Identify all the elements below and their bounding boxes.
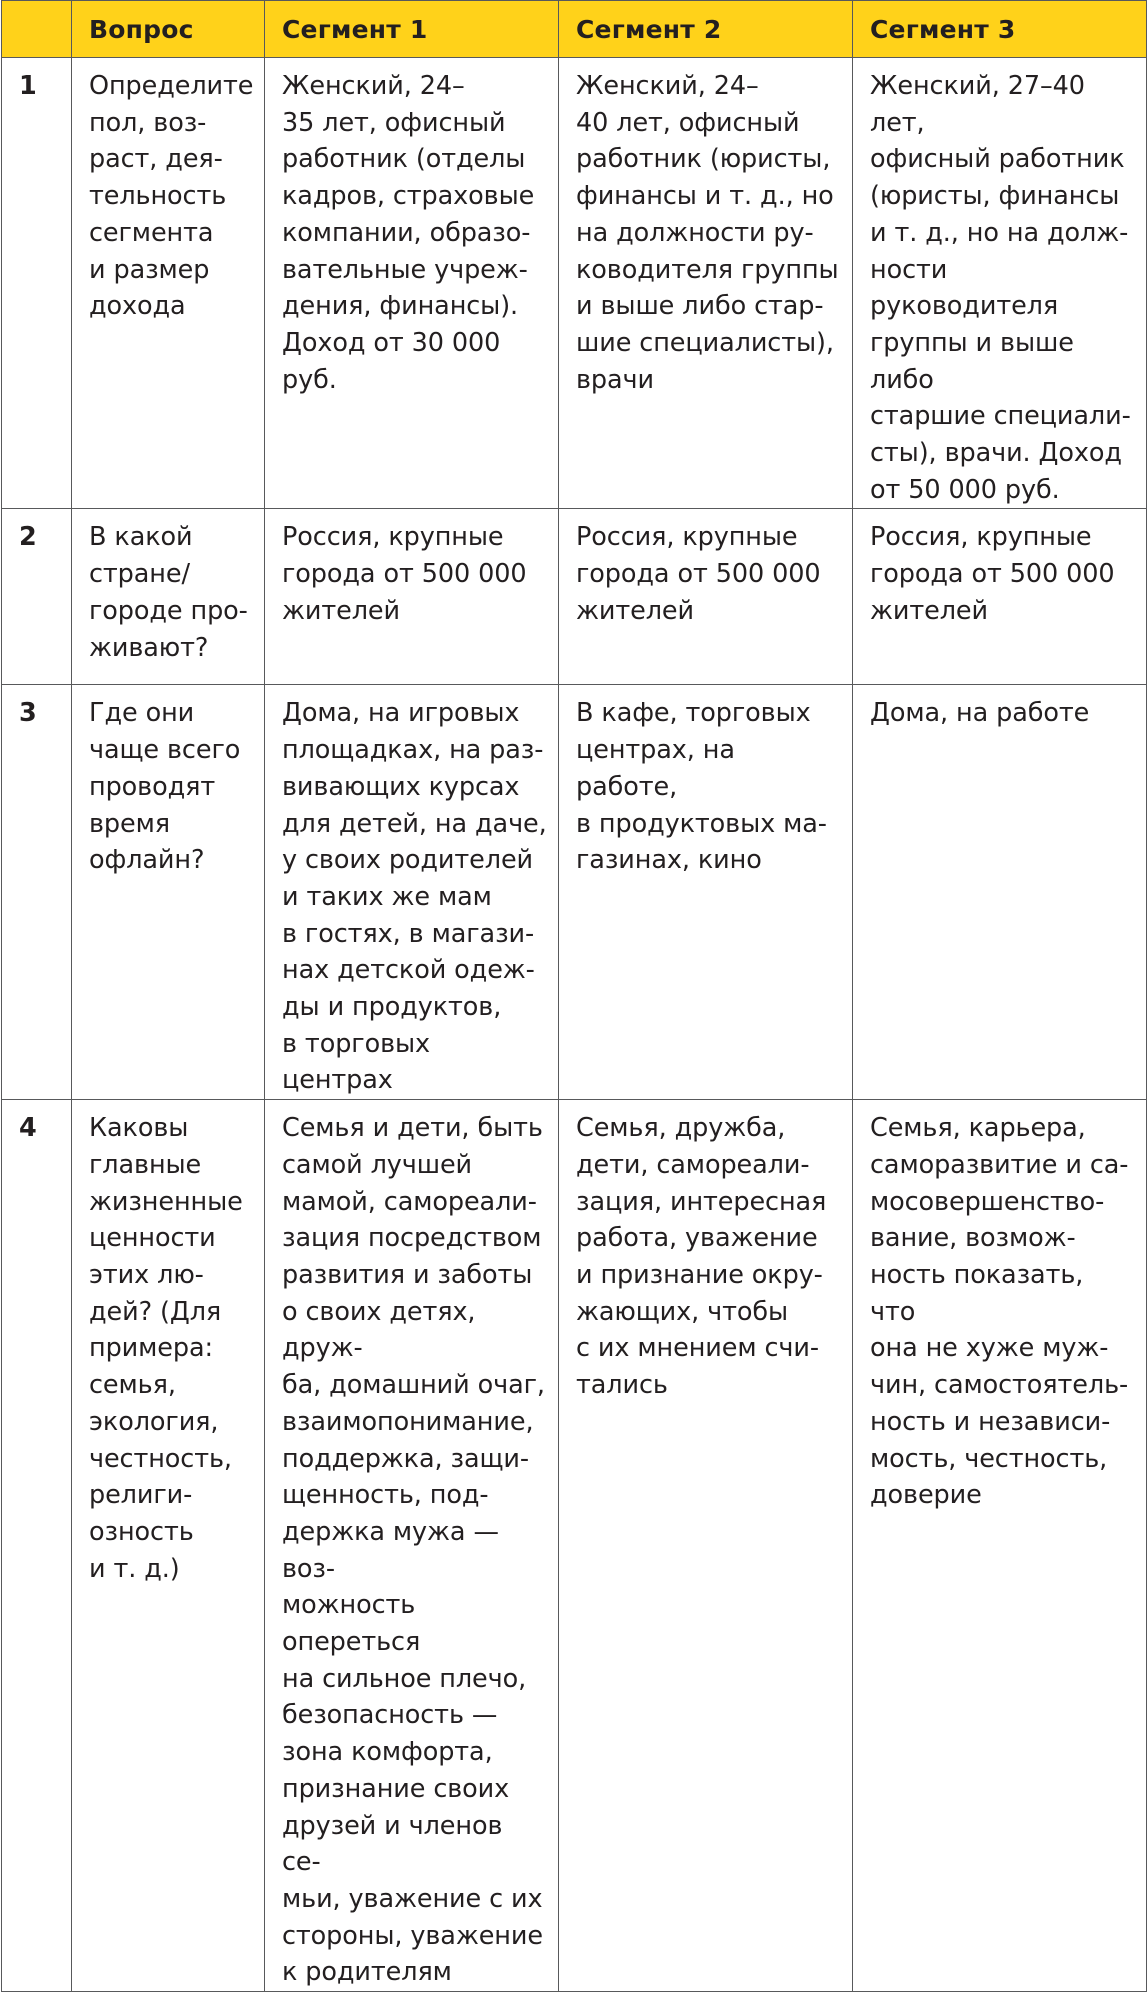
segment-2-cell [559,58,853,509]
segment-2-text: Женский, 24– 40 лет, офисный работник (юристы, финансы и т. д., но на должности ру- ководителя группы и выше либо стар- шие специалисты), врачи [576,71,839,395]
segment-1-cell [265,1100,559,1992]
question-cell [72,509,265,685]
question-cell [72,685,265,1100]
segment-3-text: Дома, на работе [870,698,1090,729]
table-body [2,58,1147,1992]
header-segment-1: Сегмент 1 [265,1,559,58]
segment-3-text: Россия, крупные города от 500 000 жителей [870,522,1115,626]
segment-3-cell [853,685,1147,1100]
segment-1-cell [265,509,559,685]
segment-2-text: В кафе, торговых центрах, на работе, в продуктовых ма- газинах, кино [576,698,827,876]
segment-1-text: Дома, на игровых площадках, на раз- вивающих курсах для детей, на даче, у своих родителей и таких же мам в гостях, в магази- нах детской одеж- ды и продуктов, в торговых центрах [282,698,547,1096]
segments-table [1,0,1147,1992]
header-number-cell [2,1,72,58]
header-segment-3: Сегмент 3 [853,1,1147,58]
segment-2-text: Семья, дружба, дети, самореали- зация, интересная работа, уважение и признание окру- жающих, чтобы с их мнением счи- тались [576,1113,827,1401]
segment-1-cell [265,685,559,1100]
question-cell [72,1100,265,1992]
segment-3-cell [853,58,1147,509]
segment-1-text: Семья и дети, быть самой лучшей мамой, самореали- зация посредством развития и заботы о своих детях, друж- ба, домашний очаг, взаимопонимание, поддержка, защи- щенность, под- держка мужа — воз- можность опереться на сильное плечо, безопасность — зона комфорта, признание своих друзей и членов се- мьи, уважение с их стороны, уважение к родителям [282,1113,545,1988]
question-text: Каковы главные жизненные ценности этих лю- дей? (Для примера: семья, экология, честность, религи- озность и т. д.) [89,1113,243,1584]
table-header [2,1,1147,58]
segment-2-cell [559,685,853,1100]
segment-3-cell [853,1100,1147,1992]
row-number: 1 [2,58,72,509]
header-row [2,1,1147,58]
segment-1-cell [265,58,559,509]
table-row [2,58,1147,509]
row-number: 4 [2,1100,72,1992]
segment-1-text: Женский, 24– 35 лет, офисный работник (отделы кадров, страховые компании, образо- вательные учреж- дения, финансы). Доход от 30 000 руб. [282,71,535,395]
segment-2-cell [559,1100,853,1992]
header-segment-2: Сегмент 2 [559,1,853,58]
segment-3-text: Женский, 27–40 лет, офисный работник (юристы, финансы и т. д., но на долж- ности руководителя группы и выше либо старшие специали- сты), врачи. Доход от 50 000 руб. [870,71,1131,505]
segment-3-cell [853,509,1147,685]
table-row [2,685,1147,1100]
header-question: Вопрос [72,1,265,58]
segment-1-text: Россия, крупные города от 500 000 жителей [282,522,527,626]
segment-2-cell [559,509,853,685]
segment-2-text: Россия, крупные города от 500 000 жителей [576,522,821,626]
table-row [2,1100,1147,1992]
question-cell [72,58,265,509]
row-number: 2 [2,509,72,685]
segment-3-text: Семья, карьера, саморазвитие и са- мосовершенство- вание, возмож- ность показать, что она не хуже муж- чин, самостоятель- ность и независи- мость, честность, доверие [870,1113,1129,1511]
row-number: 3 [2,685,72,1100]
table-row [2,509,1147,685]
question-text: Определите пол, воз- раст, дея- тельность сегмента и размер дохода [89,71,254,322]
question-text: В какой стране/ городе про- живают? [89,522,248,663]
question-text: Где они чаще всего проводят время офлайн? [89,698,241,876]
